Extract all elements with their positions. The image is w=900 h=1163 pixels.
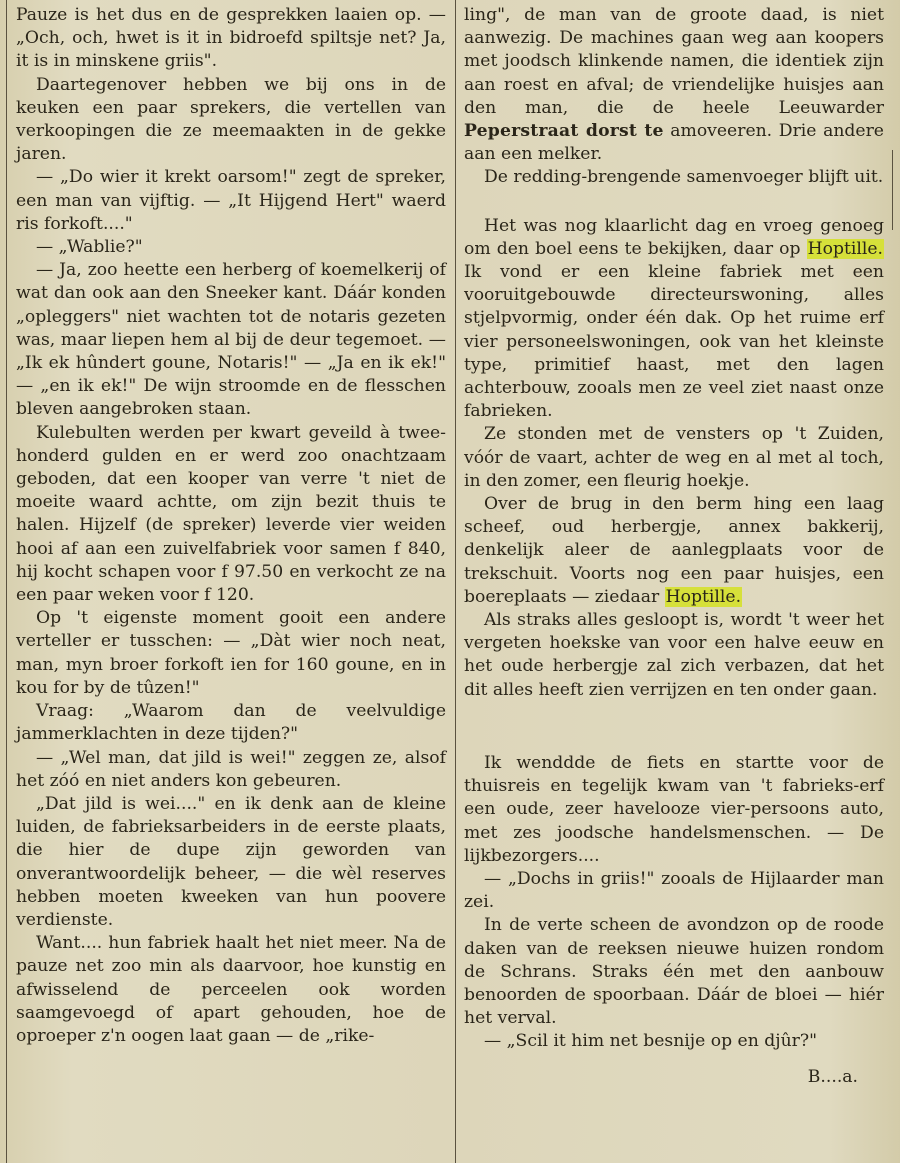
highlighted-place-name: Hoptille. — [665, 586, 742, 607]
column-rule-center — [455, 0, 456, 1163]
paragraph: Als straks alles gesloopt is, wordt 't weer het vergeten hoekske van voor een halve eeuw en het oude herbergje zal zich verbazen, dat het dit alles heeft zien verrijzen en ten onder gaan. — [464, 610, 884, 700]
paragraph: Daartegenover hebben we bij ons in de keuken een paar sprekers, die vertellen van verkoopingen die ze meemaakten in de gekke jaren. — [16, 74, 446, 165]
paragraph: De redding-brengende samenvoeger blijft uit. — [484, 167, 884, 188]
section-gap — [464, 702, 884, 752]
paragraph — [464, 4, 884, 166]
paragraph — [464, 215, 884, 424]
paragraph: Op 't eigenste moment gooit een andere verteller er tusschen: — „Dàt wier noch neat, man, myn broer forkoft ien for 160 goune, en in kou for by de tûzen!" — [16, 608, 446, 698]
article-column-right — [464, 4, 884, 1154]
section-gap — [464, 190, 884, 215]
text-run: Over de brug in den berm hing een laag scheef, oud herbergje, annex bakkerij, denkelijk aleer de aanlegplaats voor de trekschuit. Voorts nog een paar huisjes, een boereplaats — ziedaar — [464, 494, 884, 607]
paragraph: — „Wablie?" — [36, 237, 143, 258]
paragraph: Kulebulten werden per kwart geveild à twee-honderd gulden en er werd zoo onachtzaam geboden, dat een kooper van verre 't niet de moeite waard achtte, om zijn bezit thuis te halen. Hijzelf (de spreker) leverde vier weiden hooi af aan een zuivelfabriek voor samen f 840, hij kocht schapen voor f 97.50 en verkocht ze na een paar weken voor f 120. — [16, 422, 446, 606]
paragraph — [464, 493, 884, 609]
text-run: amoveeren. Drie andere aan een melker. — [464, 121, 884, 165]
paragraph: Pauze is het dus en de gesprekken laaien op. — „Och, och, hwet is it in bidroefd spiltsje net? Ja, it is in minskene griis". — [16, 5, 446, 72]
column-rule-left — [6, 0, 7, 1163]
paragraph: Vraag: „Waarom dan de veelvuldige jammerklachten in deze tijden?" — [16, 701, 446, 745]
paragraph: Ik wenddde de fiets en startte voor de thuisreis en tegelijk kwam van 't fabrieks-erf een oude, zeer havelooze vier-persoons auto, met zes joodsche handelsmenschen. — De lijkbezorgers.... — [464, 752, 884, 866]
paragraph: Want.... hun fabriek haalt het niet meer. Na de pauze net zoo min als daarvoor, hoe kunstig en afwisselend de perceelen ook worden saamgevoegd of apart gehouden, hoe de oproeper z'n oogen laat gaan — de „rike- — [16, 933, 446, 1046]
article-column-left — [16, 4, 446, 1154]
highlighted-place-name: Hoptille. — [807, 238, 883, 259]
bold-text-run: Peperstraat dorst te — [464, 121, 664, 142]
paragraph: — „Wel man, dat jild is wei!" zeggen ze, alsof het zóó en niet anders kon gebeuren. — [16, 747, 446, 791]
paragraph: — „Dochs in griis!" zooals de Hijlaarder man zei. — [464, 868, 884, 913]
paragraph: Ze stonden met de vensters op 't Zuiden, vóór de vaart, achter de weg en al met al toch, in den zomer, een fleurig hoekje. — [464, 424, 884, 491]
column-rule-right — [892, 150, 893, 230]
text-run: Het was nog klaarlicht dag en vroeg genoeg om den boel eens te bekijken, daar op — [464, 215, 884, 259]
paragraph: — Ja, zoo heette een herberg of koemelkerij of wat dan ook aan den Sneeker kant. Dáár konden „opleggers" niet wachten tot de notaris gezeten was, maar liepen hem al bij de deur tegemoet. — „Ik ek hûndert goune, Notaris!" — „Ja en ik ek!" — „en ik ek!" De wijn stroomde en de flesschen bleven aangebroken staan. — [16, 260, 446, 420]
paragraph: — „Do wier it krekt oarsom!" zegt de spreker, een man van vijftig. — „It Hijgend Hert" waerd ris forkoft...." — [16, 167, 446, 234]
paragraph: „Dat jild is wei...." en ik denk aan de kleine luiden, de fabrieksarbeiders in de eerste plaats, die hier de dupe zijn geworden van onverantwoordelijk beheer, — die wèl reserves hebben moeten kweeken van hun poovere verdienste. — [16, 793, 446, 930]
text-run: ling", de man van de groote daad, is niet aanwezig. De machines gaan weg aan koopers met joodsch klinkende namen, die identiek zijn aan roest en afval; de vriendelijke huisjes aan den man, die de heele Leeuwarder — [464, 5, 884, 118]
signature: B....a. — [807, 1066, 858, 1087]
paragraph: — „Scil it him net besnije op en djûr?" — [484, 1031, 817, 1052]
paragraph: In de verte scheen de avondzon op de roode daken van de reeksen nieuwe huizen rondom de Schrans. Straks één met den aanbouw benoorden de spoorbaan. Dáár de bloei — hiér het verval. — [464, 915, 884, 1029]
text-run: Ik vond er een kleine fabriek met een vooruitgebouwde directeurswoning, alles stjelpvormig, onder één dak. Op het ruime erf vier personeelswoningen, ook van het kleinste type, primitief haast, met den lagen achterbouw, zooals men ze veel ziet naast onze fabrieken. — [464, 262, 884, 422]
